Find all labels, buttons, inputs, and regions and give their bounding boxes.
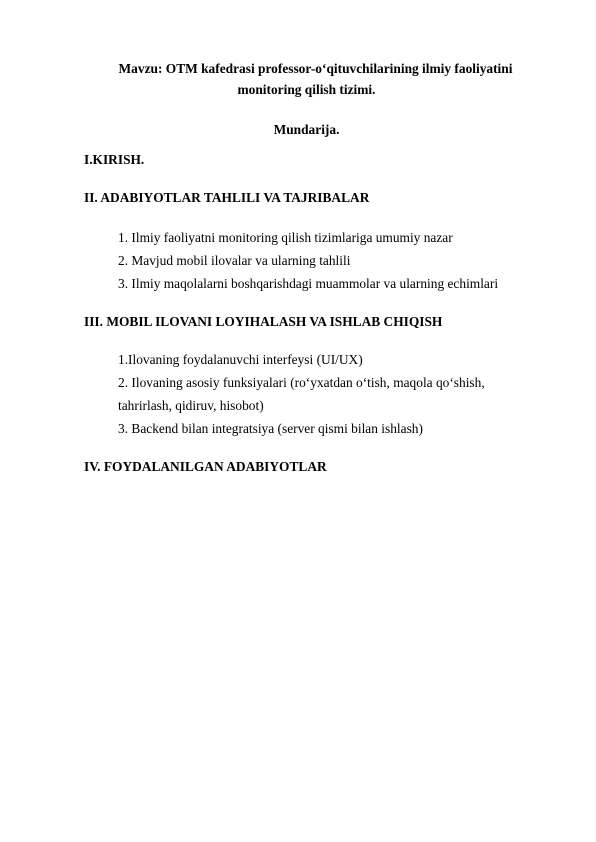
toc-item-continuation: tahrirlash, qidiruv, hisobot) bbox=[118, 398, 264, 413]
toc-item: 1.Ilovaning foydalanuvchi interfeysi (UI/UX) bbox=[118, 352, 363, 367]
toc-item: 2. Ilovaning asosiy funksiyalari (ro‘yxatdan o‘tish, maqola qo‘shish, bbox=[118, 375, 485, 390]
toc-item: 1. Ilmiy faoliyatni monitoring qilish tizimlariga umumiy nazar bbox=[118, 230, 453, 245]
section-heading-references: IV. FOYDALANILGAN ADABIYOTLAR bbox=[84, 459, 327, 474]
section-heading-mobile-app-design: III. MOBIL ILOVANI LOYIHALASH VA ISHLAB CHIQISH bbox=[84, 314, 443, 329]
document-title-line-2: monitoring qilish tizimi. bbox=[237, 82, 376, 97]
toc-item: 2. Mavjud mobil ilovalar va ularning tahlili bbox=[118, 253, 351, 268]
toc-item: 3. Backend bilan integratsiya (server qismi bilan ishlash) bbox=[118, 421, 423, 436]
toc-item: 3. Ilmiy maqolalarni boshqarishdagi muammolar va ularning echimlari bbox=[118, 276, 499, 291]
table-of-contents-heading: Mundarija. bbox=[273, 122, 340, 137]
section-heading-introduction: I.KIRISH. bbox=[84, 152, 145, 167]
section-heading-literature-review: II. ADABIYOTLAR TAHLILI VA TAJRIBALAR bbox=[84, 190, 370, 205]
document-title-line-1: Mavzu: OTM kafedrasi professor-o‘qituvchilarining ilmiy faoliyatini bbox=[118, 61, 513, 76]
